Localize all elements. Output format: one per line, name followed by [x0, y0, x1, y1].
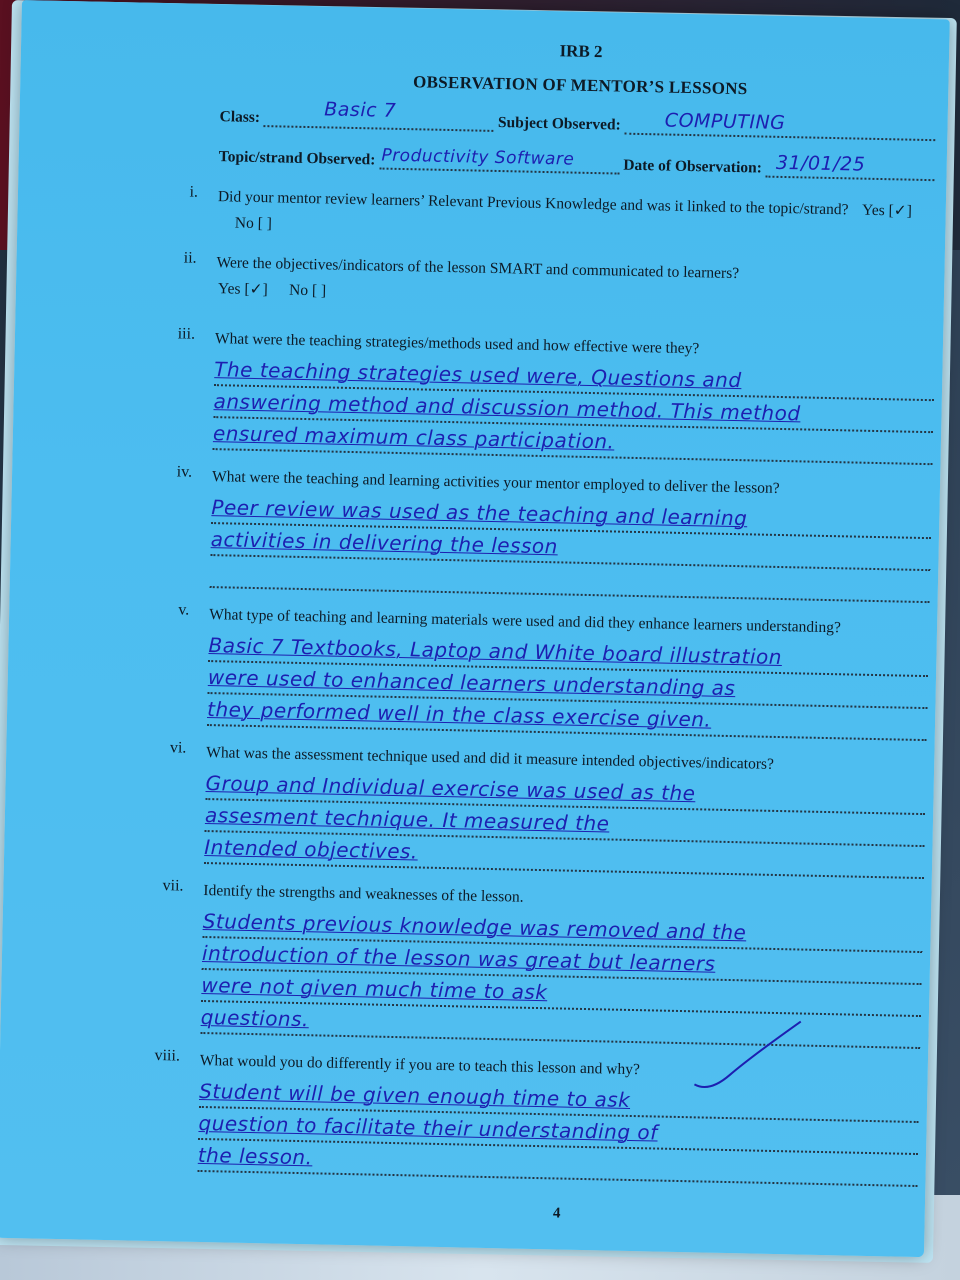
no-option-label: No [ ] [234, 214, 273, 233]
question-number: iv. [176, 463, 193, 481]
question-number: v. [178, 601, 190, 619]
question-text: What would you do differently if you are to teach this lesson and why? [199, 1051, 640, 1079]
topic-label: Topic/strand Observed: [218, 148, 376, 169]
question-number: vii. [162, 877, 184, 895]
answer-text: were used to enhanced learners understanding as [207, 665, 736, 701]
yes-option-label: Yes [✓] [217, 280, 268, 299]
yes-option[interactable] [218, 280, 268, 298]
answer-text: Students previous knowledge was removed and the [202, 908, 747, 945]
answer-text: Group and Individual exercise was used as the [205, 771, 696, 806]
answer-text: assesment technique. It measured the [204, 803, 610, 836]
answer-text: ensured maximum class participation. [212, 421, 615, 454]
question-number: ii. [183, 249, 197, 267]
yes-option[interactable] [854, 201, 912, 219]
answer-text: activities in delivering the lesson [210, 527, 559, 559]
subject-field[interactable] [624, 111, 935, 142]
question-2-text: Were the objectives/indicators of the lesson SMART and communicated to learners? [216, 254, 740, 283]
topic-date-row [219, 142, 939, 181]
question-6 [169, 739, 926, 879]
class-field[interactable] [264, 98, 494, 132]
class-value: Basic 7 [324, 98, 397, 122]
form-title: OBSERVATION OF MENTOR’S LESSONS [412, 72, 748, 99]
topic-field[interactable] [379, 146, 619, 175]
answer-block[interactable] [197, 1076, 919, 1187]
yes-option-label: Yes [✓] [861, 201, 913, 220]
question-text: What were the teaching strategies/methods used and how effective were they? [214, 330, 700, 358]
page-number: 4 [552, 1205, 561, 1222]
answer-text: question to facilitate their understanding of [198, 1110, 658, 1145]
question-text [216, 250, 937, 317]
no-option[interactable] [273, 281, 326, 299]
question-2 [183, 249, 937, 317]
question-1-text: Did your mentor review learners’ Relevant Previous Knowledge and was it linked to the topic/strand? [217, 188, 849, 219]
answer-text: Peer review was used as the teaching and learning [211, 495, 748, 531]
question-number: i. [189, 183, 199, 201]
no-option[interactable] [219, 214, 272, 232]
question-7 [162, 877, 923, 1049]
answer-text: The teaching strategies used were, Questions and [214, 357, 742, 393]
class-label: Class: [219, 108, 261, 127]
form-code: IRB 2 [559, 41, 603, 62]
answer-text: Student will be given enough time to ask [198, 1078, 631, 1112]
answer-text: they performed well in the class exercise given. [206, 697, 712, 732]
no-option-label: No [ ] [288, 281, 327, 300]
answer-block[interactable] [204, 768, 926, 879]
question-number: viii. [154, 1047, 181, 1065]
date-label: Date of Observation: [623, 156, 763, 177]
class-subject-row [219, 98, 939, 141]
answer-text: Basic 7 Textbooks, Laptop and White board illustration [208, 633, 783, 670]
answer-text: answering method and discussion method. This method [213, 389, 801, 426]
question-text [217, 184, 938, 251]
subject-label: Subject Observed: [497, 113, 621, 134]
question-1 [189, 183, 938, 251]
answer-block[interactable] [213, 354, 935, 465]
answer-text: were not given much time to ask [201, 972, 548, 1005]
question-text: Identify the strengths and weaknesses of the lesson. [203, 881, 524, 906]
answer-block[interactable] [210, 492, 932, 603]
question-8 [154, 1047, 919, 1187]
answer-text: introduction of the lesson was great but learners [201, 940, 716, 976]
question-3 [177, 325, 935, 465]
subject-value: COMPUTING [664, 109, 786, 135]
form-sheet [154, 12, 942, 1230]
question-text: What were the teaching and learning activities your mentor employed to deliver the lesson? [211, 468, 780, 497]
answer-text: Intended objectives. [204, 835, 419, 864]
question-text: What type of teaching and learning materials were used and did they enhance learners understanding? [208, 606, 842, 637]
signature-tick-mark [689, 1014, 811, 1096]
question-5 [178, 601, 929, 741]
answer-text: questions. [200, 1004, 310, 1032]
answer-block[interactable] [207, 630, 929, 741]
topic-value: Productivity Software [381, 145, 575, 170]
question-4 [176, 463, 932, 603]
date-field[interactable] [766, 151, 935, 182]
date-value: 31/01/25 [775, 151, 866, 176]
question-text: What was the assessment technique used and did it measure intended objectives/indicators? [206, 744, 775, 773]
answer-block[interactable] [200, 906, 923, 1049]
question-number: vi. [169, 739, 187, 757]
question-number: iii. [177, 325, 196, 343]
answer-text: the lesson. [197, 1142, 313, 1170]
